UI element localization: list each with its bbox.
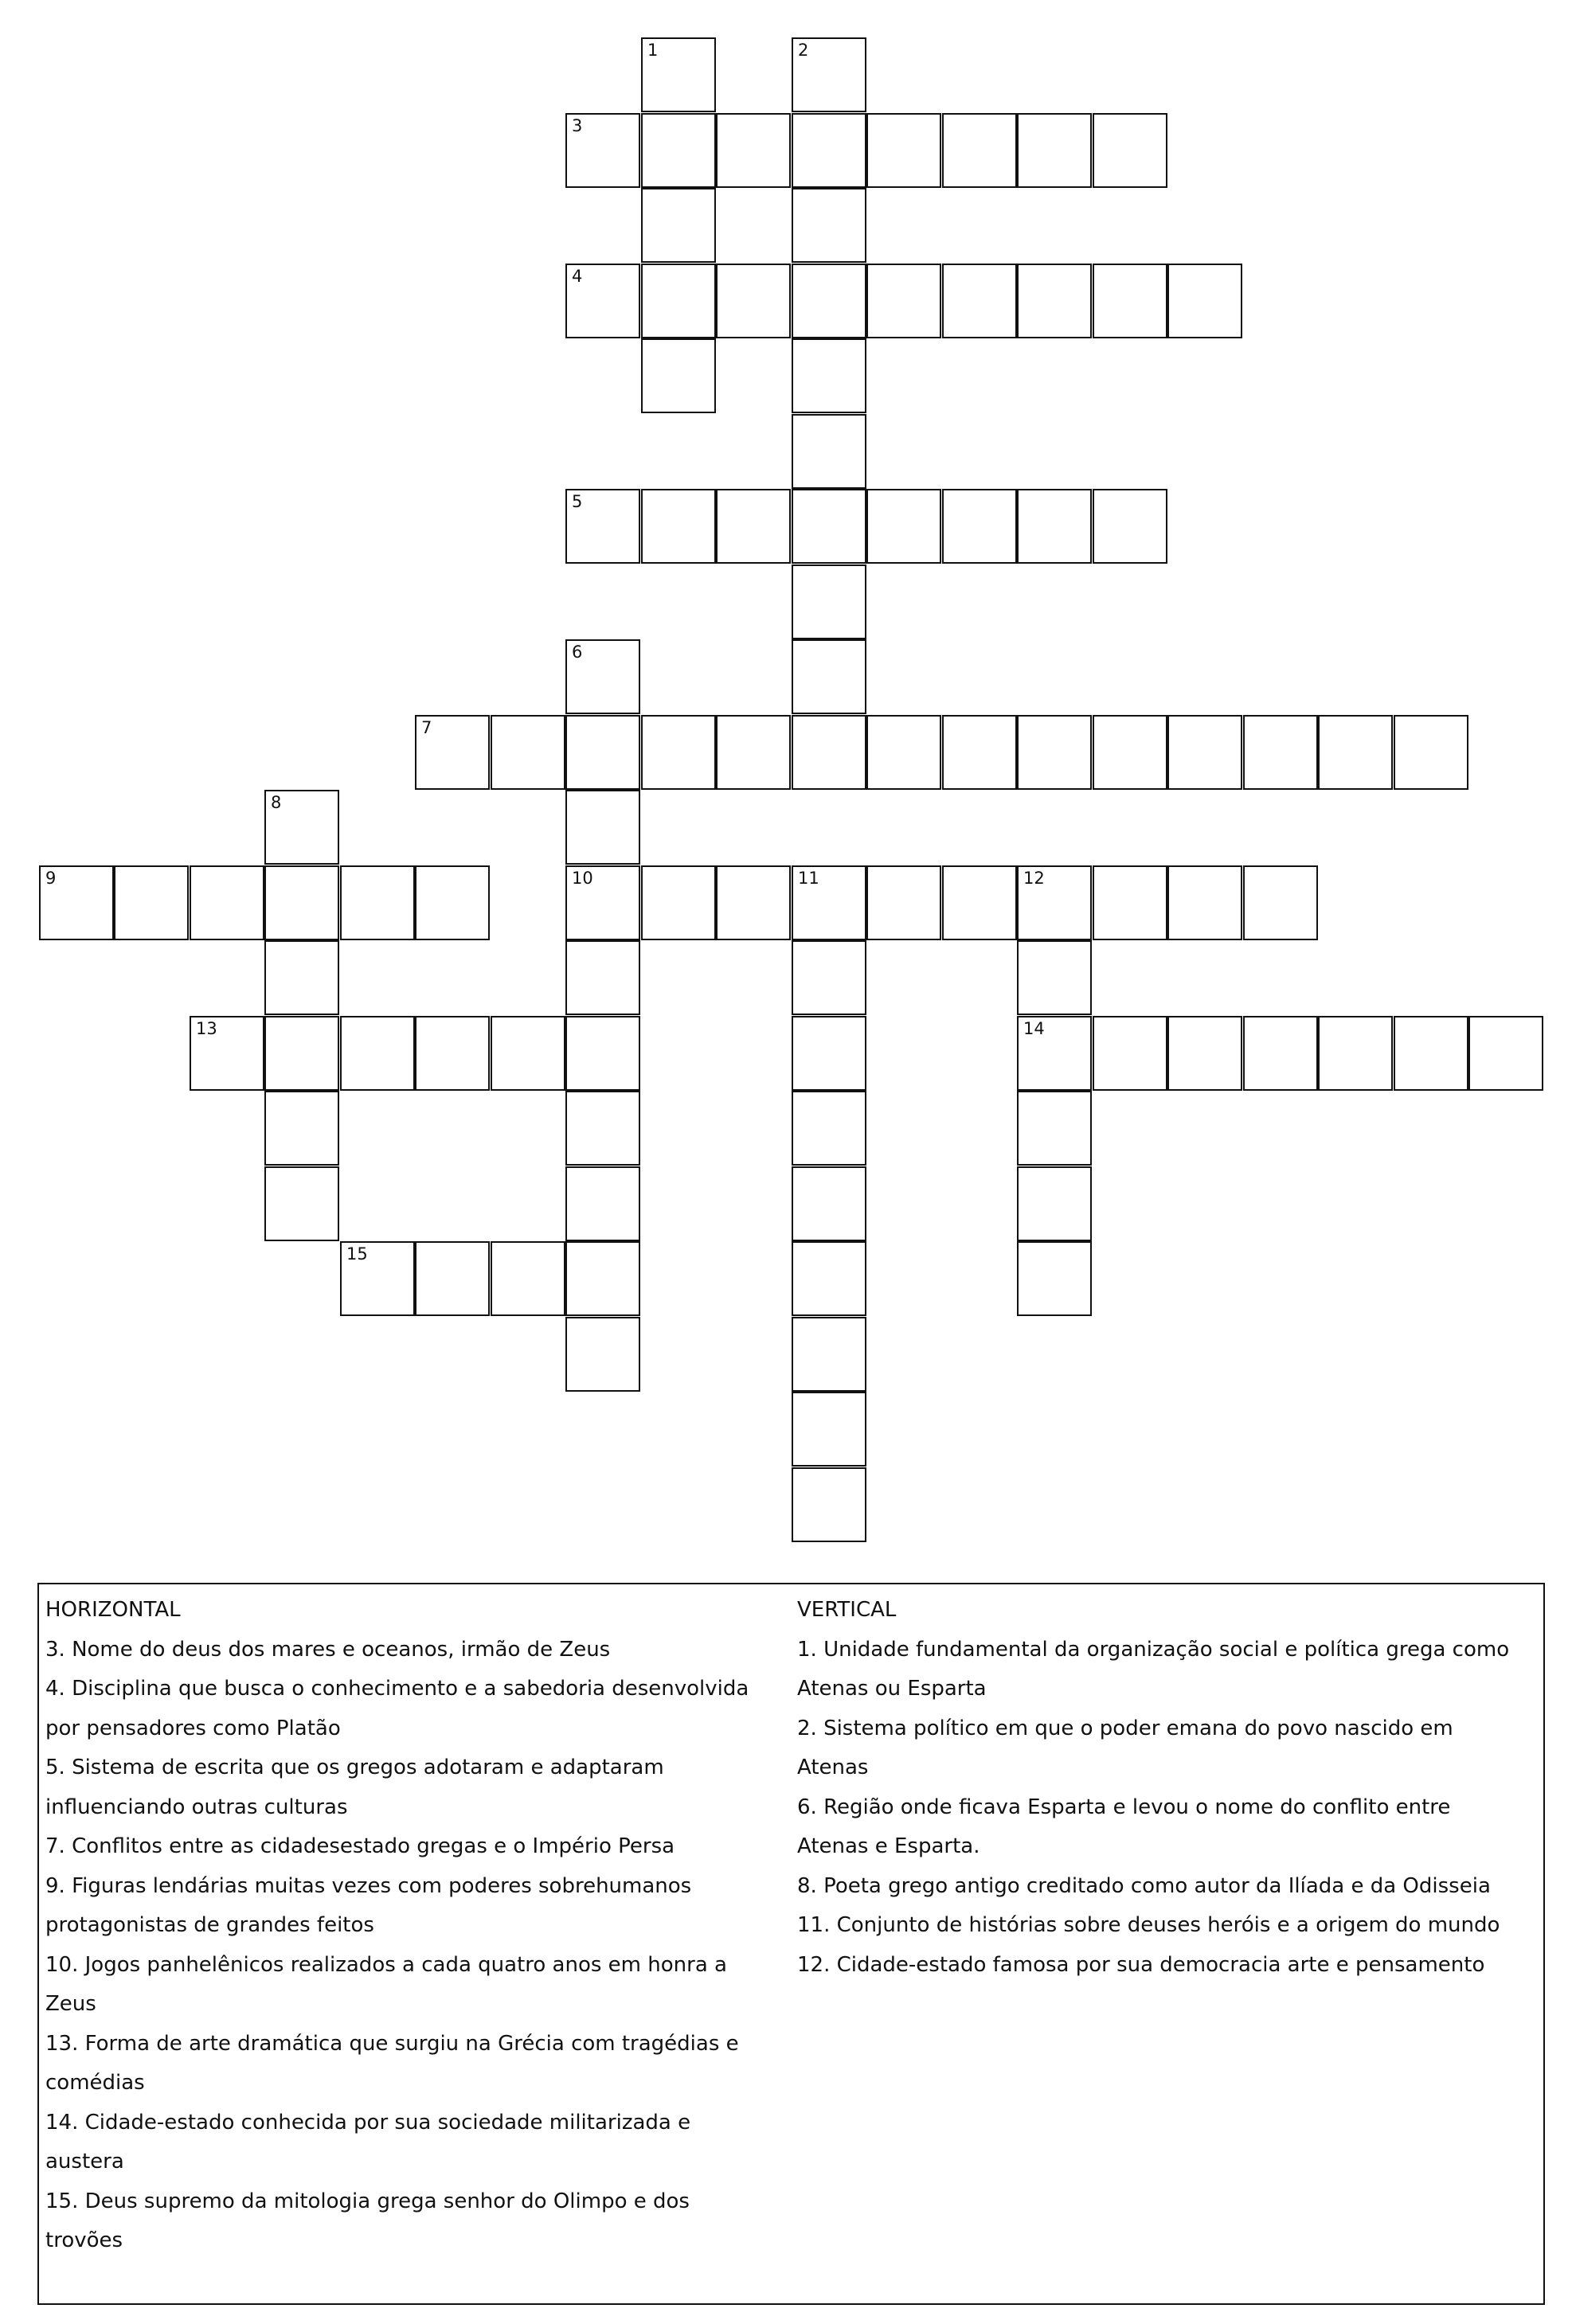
grid-cell[interactable] — [942, 715, 1017, 790]
grid-cell[interactable] — [1017, 865, 1092, 940]
grid-cell[interactable] — [641, 338, 716, 413]
grid-cell[interactable] — [792, 1241, 866, 1316]
clue-number: 14 — [1023, 1019, 1045, 1038]
grid-cell[interactable] — [565, 1166, 640, 1241]
clue-line: 5. Sistema de escrita que os gregos adotaram e adaptaram — [45, 1756, 664, 1779]
grid-cell[interactable] — [792, 264, 866, 338]
clue-line: Atenas e Esparta. — [797, 1834, 980, 1858]
grid-cell[interactable] — [641, 715, 716, 790]
clue-number: 12 — [1023, 869, 1045, 888]
grid-cell[interactable] — [264, 1166, 339, 1241]
clue-number: 5 — [572, 492, 583, 511]
grid-cell[interactable] — [942, 113, 1017, 188]
grid-cell[interactable] — [1017, 113, 1092, 188]
clue-line: 12. Cidade-estado famosa por sua democracia arte e pensamento — [797, 1952, 1485, 1977]
grid-cell[interactable] — [792, 639, 866, 714]
clue-line: 14. Cidade-estado conhecida por sua sociedade militarizada e — [45, 2110, 691, 2135]
clue-line: trovões — [45, 2228, 123, 2252]
grid-cell[interactable] — [565, 940, 640, 1015]
grid-cell[interactable] — [792, 1467, 866, 1542]
clue-number: 8 — [271, 793, 282, 812]
grid-cell[interactable] — [415, 715, 490, 790]
grid-cell[interactable] — [1167, 865, 1242, 940]
grid-cell[interactable] — [792, 1016, 866, 1091]
clue-line: 1. Unidade fundamental da organização social e política grega como — [797, 1637, 1510, 1662]
grid-cell[interactable] — [565, 113, 640, 188]
grid-cell[interactable] — [1017, 940, 1092, 1015]
grid-cell[interactable] — [1318, 1016, 1393, 1091]
grid-cell[interactable] — [716, 715, 791, 790]
clue-number: 1 — [647, 41, 659, 60]
grid-cell[interactable] — [866, 264, 941, 338]
grid-cell[interactable] — [264, 790, 339, 865]
grid-cell[interactable] — [1093, 715, 1167, 790]
clue-line: austera — [45, 2150, 124, 2174]
grid-cell[interactable] — [1394, 1016, 1468, 1091]
grid-cell[interactable] — [565, 790, 640, 865]
grid-cell[interactable] — [264, 865, 339, 940]
grid-cell[interactable] — [1318, 715, 1393, 790]
grid-cell[interactable] — [1468, 1016, 1543, 1091]
grid-cell[interactable] — [1093, 1016, 1167, 1091]
grid-cell[interactable] — [190, 865, 264, 940]
grid-cell[interactable] — [792, 1392, 866, 1467]
grid-cell[interactable] — [565, 264, 640, 338]
grid-cell[interactable] — [942, 489, 1017, 564]
grid-cell[interactable] — [415, 1241, 490, 1316]
grid-cell[interactable] — [641, 188, 716, 263]
grid-cell[interactable] — [565, 1317, 640, 1392]
clue-line: 10. Jogos panhelênicos realizados a cada quatro anos em honra a — [45, 1952, 727, 1977]
grid-cell[interactable] — [1093, 489, 1167, 564]
grid-cell[interactable] — [792, 940, 866, 1015]
grid-cell[interactable] — [565, 715, 640, 790]
grid-cell[interactable] — [1167, 715, 1242, 790]
grid-cell[interactable] — [1017, 715, 1092, 790]
clue-line: 2. Sistema político em que o poder emana do povo nascido em — [797, 1716, 1453, 1740]
grid-cell[interactable] — [641, 489, 716, 564]
horizontal-heading: HORIZONTAL — [45, 1598, 181, 1622]
grid-cell[interactable] — [415, 865, 490, 940]
grid-cell[interactable] — [716, 865, 791, 940]
clue-line: 13. Forma de arte dramática que surgiu na Grécia com tragédias e — [45, 2031, 739, 2056]
grid-cell[interactable] — [1017, 264, 1092, 338]
grid-cell[interactable] — [716, 113, 791, 188]
grid-cell[interactable] — [942, 865, 1017, 940]
grid-cell[interactable] — [866, 715, 941, 790]
grid-cell[interactable] — [264, 940, 339, 1015]
clue-line: 15. Deus supremo da mitologia grega senhor do Olimpo e dos — [45, 2189, 690, 2213]
clue-line: 4. Disciplina que busca o conhecimento e a sabedoria desenvolvida — [45, 1677, 749, 1701]
grid-cell[interactable] — [1243, 865, 1318, 940]
grid-cell[interactable] — [866, 113, 941, 188]
clue-number: 13 — [196, 1019, 217, 1038]
grid-cell[interactable] — [716, 264, 791, 338]
grid-cell[interactable] — [340, 865, 415, 940]
grid-cell[interactable] — [1017, 1016, 1092, 1091]
grid-cell[interactable] — [1017, 1241, 1092, 1316]
clue-line: influenciando outras culturas — [45, 1795, 348, 1819]
horizontal-clues — [45, 1591, 778, 2261]
grid-cell[interactable] — [415, 1016, 490, 1091]
grid-cell[interactable] — [716, 489, 791, 564]
clue-number: 3 — [572, 116, 583, 135]
grid-cell[interactable] — [1017, 1091, 1092, 1166]
clues-box — [37, 1583, 1545, 2305]
grid-cell[interactable] — [792, 564, 866, 639]
grid-cell[interactable] — [1167, 1016, 1242, 1091]
grid-cell[interactable] — [1243, 1016, 1318, 1091]
grid-cell[interactable] — [641, 37, 716, 112]
grid-cell[interactable] — [114, 865, 189, 940]
grid-cell[interactable] — [792, 37, 866, 112]
grid-cell[interactable] — [190, 1016, 264, 1091]
grid-cell[interactable] — [565, 1016, 640, 1091]
grid-cell[interactable] — [1017, 1166, 1092, 1241]
clue-line: 9. Figuras lendárias muitas vezes com poderes sobrehumanos — [45, 1873, 692, 1898]
grid-cell[interactable] — [1167, 264, 1242, 338]
clue-line: Atenas ou Esparta — [797, 1677, 987, 1701]
grid-cell[interactable] — [1093, 264, 1167, 338]
grid-cell[interactable] — [491, 715, 565, 790]
grid-cell[interactable] — [641, 865, 716, 940]
grid-cell[interactable] — [264, 1016, 339, 1091]
clue-number: 10 — [572, 869, 593, 888]
grid-cell[interactable] — [792, 113, 866, 188]
grid-cell[interactable] — [942, 264, 1017, 338]
grid-cell[interactable] — [1093, 865, 1167, 940]
grid-cell[interactable] — [565, 865, 640, 940]
grid-cell[interactable] — [39, 865, 114, 940]
vertical-heading: VERTICAL — [797, 1598, 897, 1622]
grid-cell[interactable] — [491, 1016, 565, 1091]
clue-number: 15 — [346, 1244, 368, 1264]
grid-cell[interactable] — [264, 1091, 339, 1166]
grid-cell[interactable] — [1243, 715, 1318, 790]
grid-cell[interactable] — [340, 1241, 415, 1316]
clue-line: 6. Região onde ficava Esparta e levou o nome do conflito entre — [797, 1795, 1451, 1819]
clue-line: 7. Conflitos entre as cidadesestado gregas e o Império Persa — [45, 1834, 675, 1858]
grid-cell[interactable] — [866, 489, 941, 564]
clue-line: 11. Conjunto de histórias sobre deuses heróis e a origem do mundo — [797, 1913, 1500, 1937]
clue-line: comédias — [45, 2071, 145, 2095]
grid-cell[interactable] — [340, 1016, 415, 1091]
grid-cell[interactable] — [565, 639, 640, 714]
clue-number: 2 — [798, 41, 809, 60]
grid-cell[interactable] — [1394, 715, 1468, 790]
clue-line: 8. Poeta grego antigo creditado como autor da Ilíada e da Odisseia — [797, 1873, 1491, 1898]
clue-number: 4 — [572, 267, 583, 286]
grid-cell[interactable] — [1093, 113, 1167, 188]
grid-cell[interactable] — [792, 338, 866, 413]
grid-cell[interactable] — [565, 1241, 640, 1316]
clue-number: 9 — [45, 869, 57, 888]
grid-cell[interactable] — [792, 1166, 866, 1241]
grid-cell[interactable] — [792, 188, 866, 263]
grid-cell[interactable] — [792, 1091, 866, 1166]
grid-cell[interactable] — [866, 865, 941, 940]
clue-line: Atenas — [797, 1756, 869, 1779]
clue-number: 11 — [798, 869, 819, 888]
clue-line: Zeus — [45, 1992, 96, 2016]
grid-cell[interactable] — [565, 489, 640, 564]
grid-cell[interactable] — [792, 489, 866, 564]
clue-line: por pensadores como Platão — [45, 1716, 341, 1740]
clue-number: 6 — [572, 643, 583, 662]
vertical-clues — [797, 1591, 1534, 1985]
clue-line: protagonistas de grandes feitos — [45, 1913, 374, 1937]
grid-cell[interactable] — [641, 113, 716, 188]
grid-cell[interactable] — [1017, 489, 1092, 564]
grid-cell[interactable] — [792, 715, 866, 790]
grid-cell[interactable] — [491, 1241, 565, 1316]
clue-line: 3. Nome do deus dos mares e oceanos, irmão de Zeus — [45, 1637, 611, 1662]
grid-cell[interactable] — [792, 865, 866, 940]
grid-cell[interactable] — [641, 264, 716, 338]
grid-cell[interactable] — [792, 1317, 866, 1392]
grid-cell[interactable] — [792, 414, 866, 489]
clue-number: 7 — [421, 718, 432, 737]
grid-cell[interactable] — [565, 1091, 640, 1166]
